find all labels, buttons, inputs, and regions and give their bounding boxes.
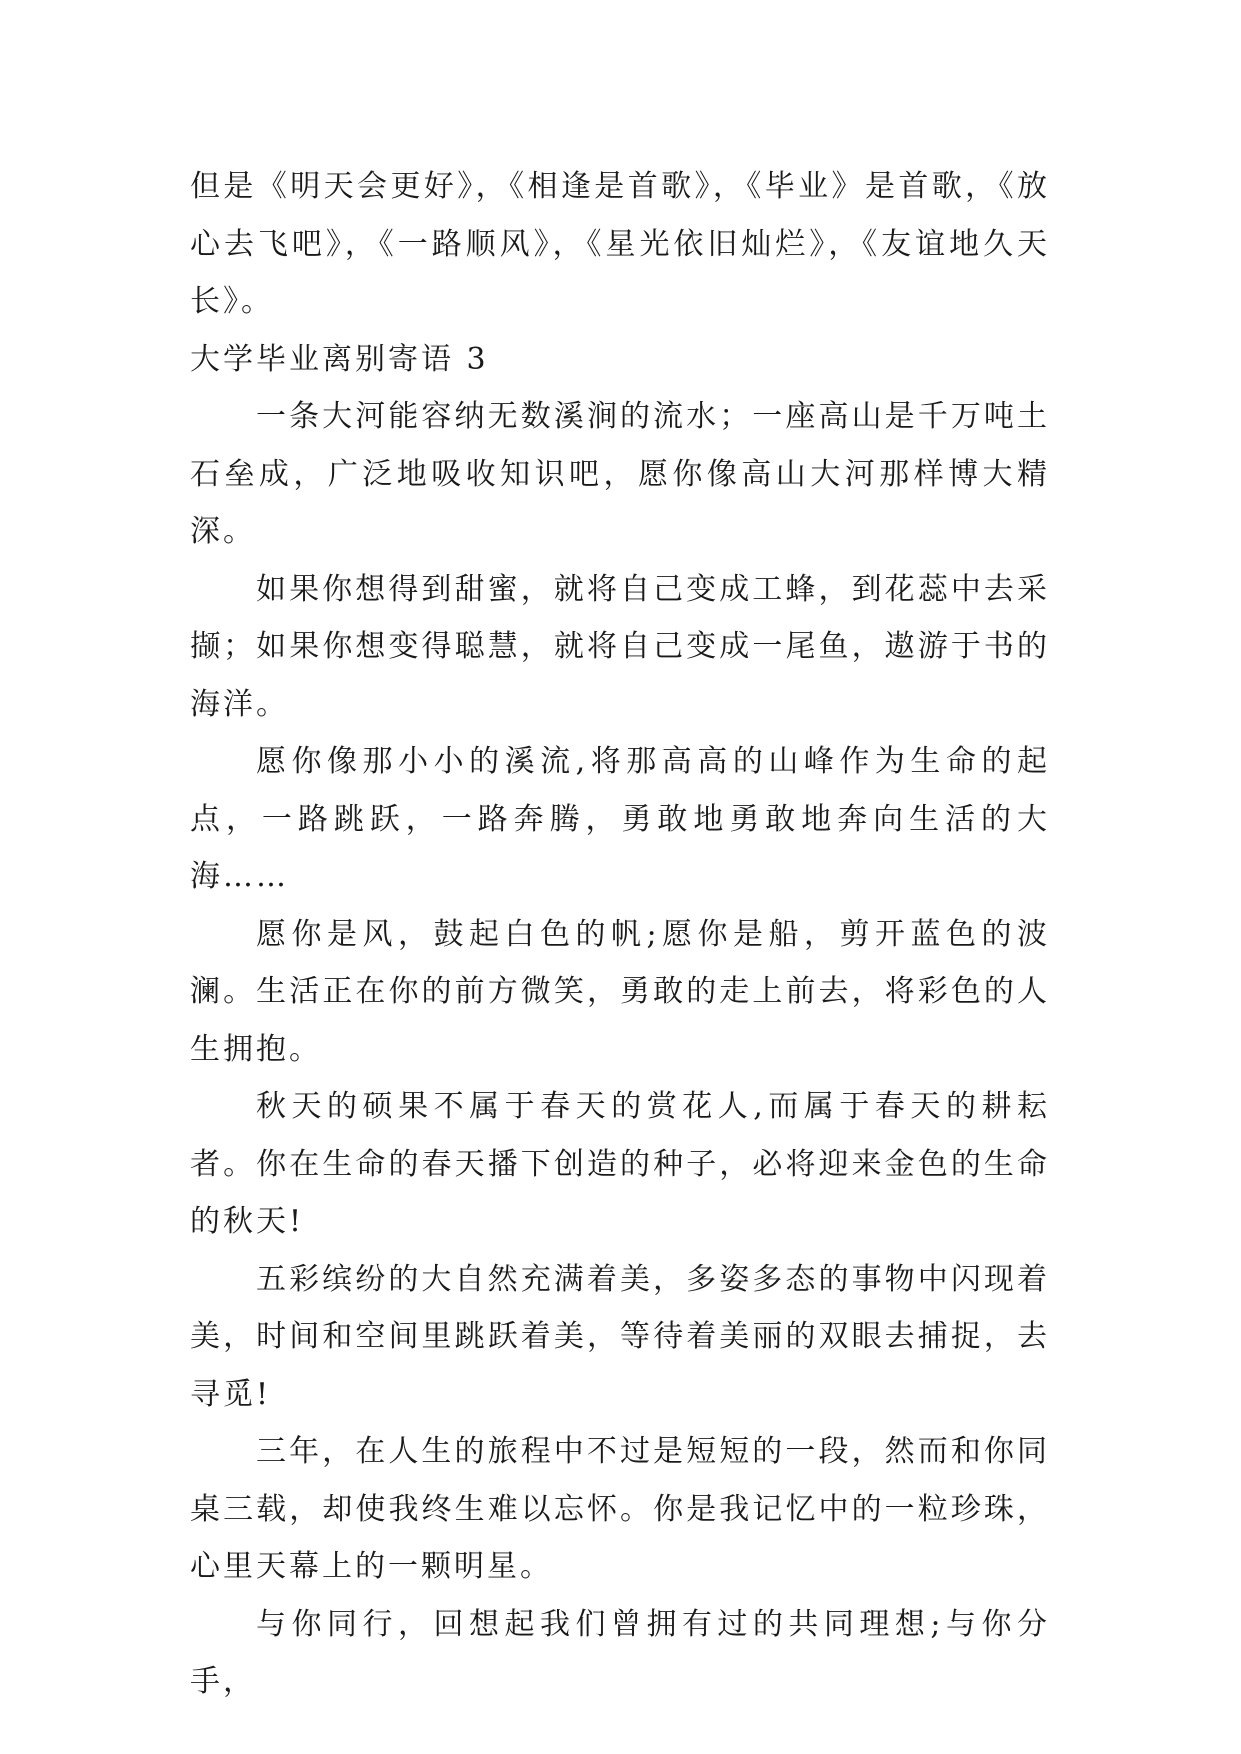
paragraph: 三年，在人生的旅程中不过是短短的一段，然而和你同桌三载，却使我终生难以忘怀。你是我记忆中的一粒珍珠，心里天幕上的一颗明星。	[190, 1434, 1050, 1584]
paragraph: 一条大河能容纳无数溪涧的流水；一座高山是千万吨土石垒成，广泛地吸收知识吧，愿你像高山大河那样博大精深。	[190, 399, 1050, 549]
paragraph: 愿你是风，鼓起白色的帆;愿你是船，剪开蓝色的波澜。生活正在你的前方微笑，勇敢的走上前去，将彩色的人生拥抱。	[190, 916, 1050, 1067]
section-heading: 大学毕业离别寄语 3	[190, 341, 489, 377]
paragraph: 五彩缤纷的大自然充满着美，多姿多态的事物中闪现着美，时间和空间里跳跃着美，等待着美丽的双眼去捕捉，去寻觅!	[190, 1261, 1050, 1412]
paragraph: 如果你想得到甜蜜，就将自己变成工蜂，到花蕊中去采撷；如果你想变得聪慧，就将自己变成一尾鱼，遨游于书的海洋。	[190, 571, 1050, 722]
paragraph: 愿你像那小小的溪流,将那高高的山峰作为生命的起点，一路跳跃，一路奔腾，勇敢地勇敢地奔向生活的大海……	[190, 744, 1050, 894]
document-body	[190, 158, 1050, 1711]
paragraph: 秋天的硕果不属于春天的赏花人,而属于春天的耕耘者。你在生命的春天播下创造的种子，必将迎来金色的生命的秋天!	[190, 1089, 1050, 1239]
paragraph: 与你同行，回想起我们曾拥有过的共同理想;与你分手，	[190, 1606, 1050, 1699]
intro-paragraph: 但是《明天会更好》，《相逢是首歌》，《毕业》是首歌，《放心去飞吧》，《一路顺风》，《星光依旧灿烂》，《友谊地久天长》。	[190, 169, 1050, 319]
